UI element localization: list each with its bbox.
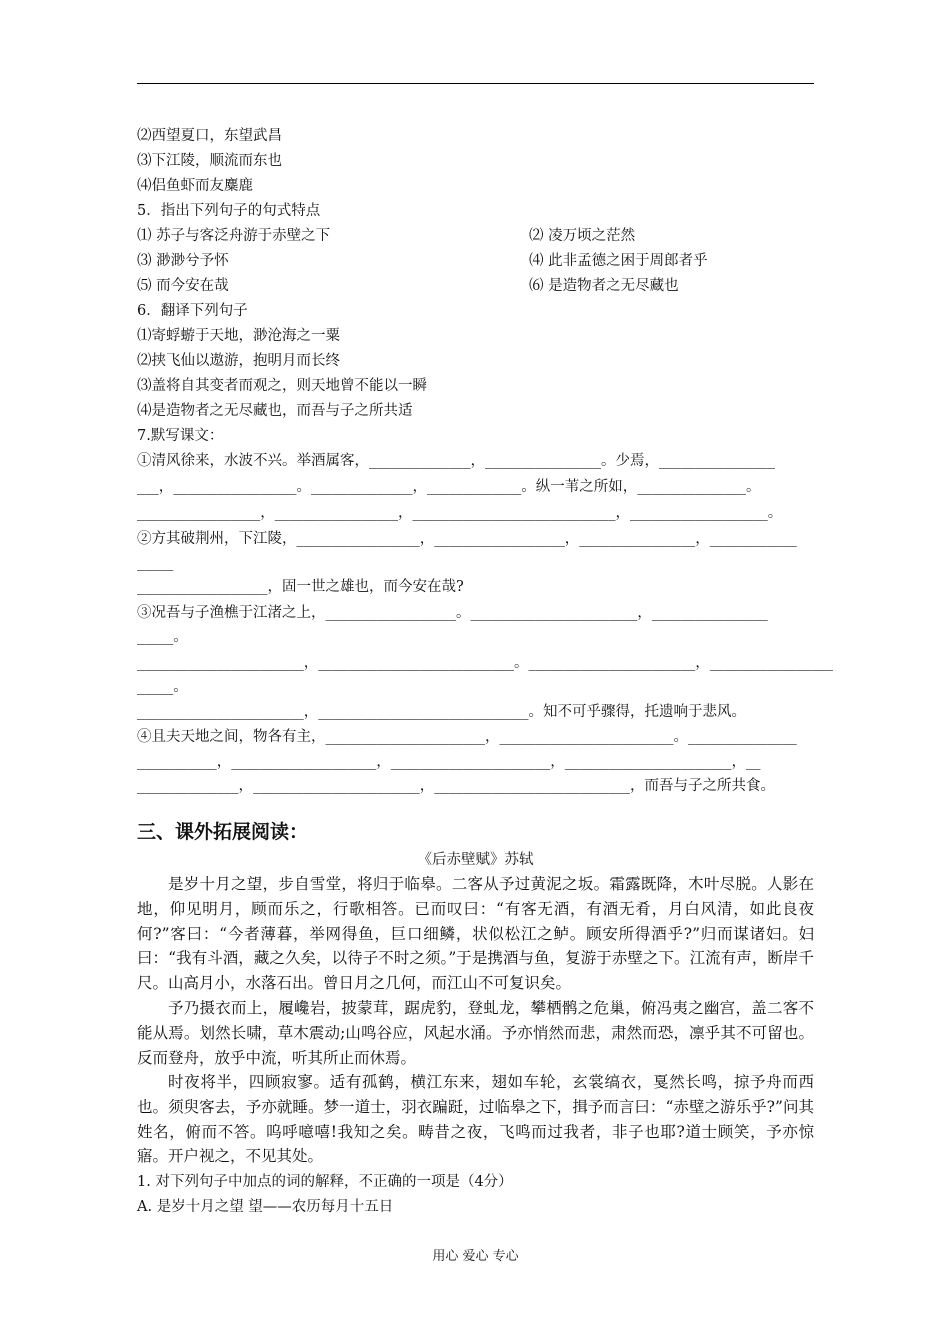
q7-line: ___，_________________。______________，_____________。纵一苇之所如，_______________。 <box>137 479 761 495</box>
q5-item-1: ⑴ 苏子与客泛舟游于赤壁之下 <box>137 228 331 244</box>
passage-paragraph-1: 是岁十月之望，步自雪堂，将归于临皋。二客从予过黄泥之坂。霜露既降，木叶尽脱。人影在地，仰见明月，顾而乐之，行歌相答。已而叹曰：“有客无酒，有酒无肴，月白风清，如此良夜何?”客曰：“今者薄暮，举网得鱼，巨口细鳞，状似松江之鲈。顾安所得酒乎?”归而谋诸妇。妇曰：“我有斗酒，藏之久矣，以待子不时之须。”于是携酒与鱼，复游于赤壁之下。江流有声，断岸千尺。山高月小，水落石出。曾日月之几何，而江山不可复识矣。 <box>137 875 814 993</box>
q7-line: _________________，_________________，____________________________，___________________。 <box>137 505 783 521</box>
q6-item-4: ⑷是造物者之无尽藏也，而吾与子之所共适 <box>137 403 413 419</box>
q7-line: _______________________，_____________________________。知不可乎骤得，托遗响于悲风。 <box>137 704 746 720</box>
q4-item-3: ⑶下江陵，顺流而东也 <box>137 153 282 169</box>
section-heading: 三、课外拓展阅读： <box>137 821 309 843</box>
header-rule <box>137 83 814 84</box>
page-footer: 用心 爱心 专心 <box>432 1249 519 1264</box>
q7-line: _____。 <box>137 629 188 645</box>
q7-line: _____ <box>137 555 174 571</box>
q6-item-1: ⑴寄蜉蝣于天地，渺沧海之一粟 <box>137 328 340 344</box>
q5-item-5: ⑸ 而今安在哉 <box>137 278 229 294</box>
q5-item-6: ⑹ 是造物者之无尽藏也 <box>529 278 679 294</box>
q7-line: __________________，固一世之雄也，而今安在哉? <box>137 579 464 595</box>
q7-line: ①清风徐来，水波不兴。举酒属客，______________，________________。少焉，________________ <box>137 453 775 469</box>
passage-paragraph-3: 时夜将半，四顾寂寥。适有孤鹤，横江东来，翅如车轮，玄裳缟衣，戛然长鸣，掠予舟而西也。须臾客去，予亦就睡。梦一道士，羽衣蹁跹，过临皋之下，揖予而言曰：“赤壁之游乐乎?”问其姓名，俯而不答。呜呼噫嘻!我知之矣。畴昔之夜，飞鸣而过我者，非子也耶?道士顾笑，予亦惊寤。开户视之，不见其处。 <box>137 1073 814 1166</box>
q5-item-2: ⑵ 凌万顷之茫然 <box>529 228 636 244</box>
q7-line: _____。 <box>137 679 188 695</box>
q4-item-4: ⑷侣鱼虾而友麋鹿 <box>137 178 253 194</box>
q6-title: 6．翻译下列句子 <box>137 303 248 319</box>
q5-item-3: ⑶ 渺渺兮予怀 <box>137 253 229 269</box>
passage-title: 《后赤壁赋》苏轼 <box>417 852 534 868</box>
q5-title: 5．指出下列句子的句式特点 <box>137 203 321 219</box>
q5-item-4: ⑷ 此非孟德之困于周郎者乎 <box>529 253 708 269</box>
q4-item-2: ⑵西望夏口，东望武昌 <box>137 128 282 144</box>
q7-line: ___________，____________________，______________________，_______________________，__ <box>137 754 761 770</box>
q7-title: 7.默写课文： <box>137 428 224 444</box>
q6-item-3: ⑶盖将自其变者而观之，则天地曾不能以一瞬 <box>137 378 427 394</box>
passage-paragraph-2: 予乃摄衣而上，履巉岩，披蒙茸，踞虎豹，登虬龙，攀栖鹘之危巢，俯冯夷之幽宫，盖二客不能从焉。划然长啸，草木震动;山鸣谷应，风起水涌。予亦悄然而悲，肃然而恐，凛乎其不可留也。反而登舟，放乎中流，听其所止而休焉。 <box>137 999 814 1067</box>
q7-line: _______________________，___________________________。_______________________，_________________ <box>137 655 833 671</box>
question-1-option-a: A. 是岁十月之望 望——农历每月十五日 <box>137 1199 394 1215</box>
question-1: 1. 对下列句子中加点的词的解释，不正确的一项是（4分） <box>137 1174 513 1190</box>
q7-line: ③况吾与子渔樵于江渚之上，__________________。_______________________，________________ <box>137 605 768 621</box>
q6-item-2: ⑵挟飞仙以遨游，抱明月而长终 <box>137 353 340 369</box>
q7-line: ②方其破荆州，下江陵，_________________，__________________，________________，____________ <box>137 531 797 547</box>
q7-line: ④且夫天地之间，物各有主，______________________，________________________。_______________ <box>137 729 797 745</box>
q7-line: ______________，_______________________，___________________________，而吾与子之所共食。 <box>137 778 775 794</box>
